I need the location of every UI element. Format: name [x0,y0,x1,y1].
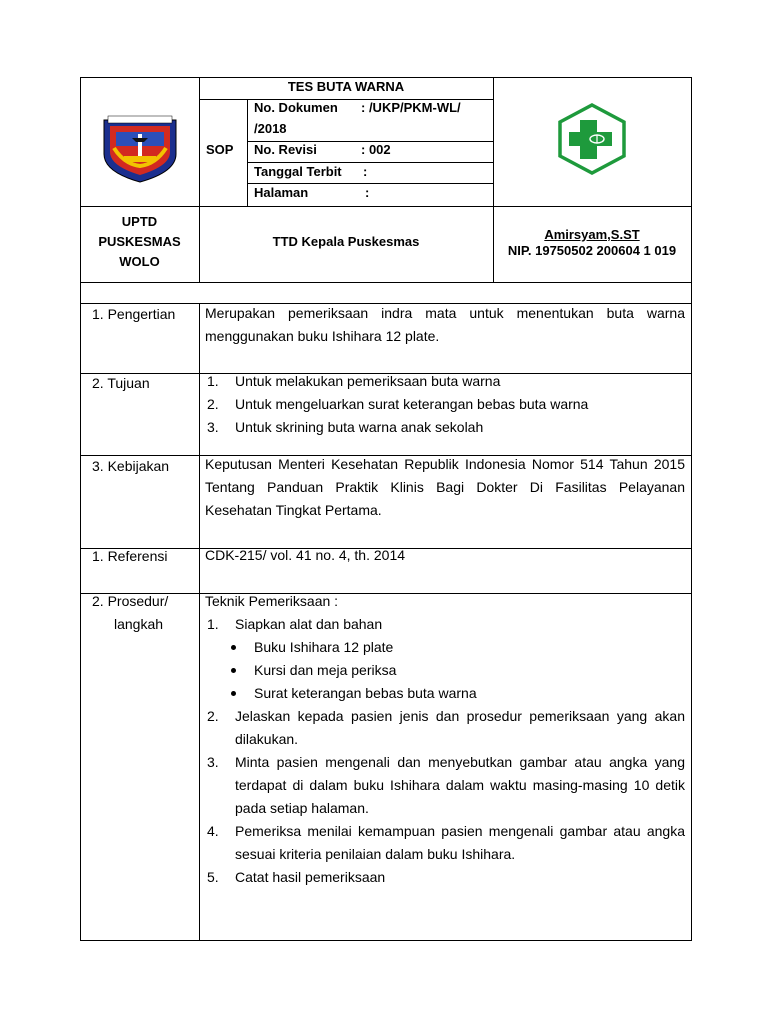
table-border [80,282,692,283]
procedure-step [207,820,685,866]
referensi-text: CDK-215/ vol. 41 no. 4, th. 2014 [205,547,406,563]
section-label-prosedur [92,590,168,636]
step-text: Minta pasien mengenali dan menyebutkan gambar atau angka yang terdapat di dalam buku Ishihara dalam waktu masing-masing 10 detik pada setiap halaman. [235,754,685,816]
doc-number-value-line2: /2018 [254,121,287,136]
procedure-step [207,751,685,820]
step-number: 1. [207,616,219,632]
signatory-name: Amirsyam,S.ST [544,227,640,242]
doc-number-value: : /UKP/PKM-WL/ [361,100,461,115]
doc-number-label: No. Dokumen [254,100,338,115]
org-line: PUSKESMAS [98,234,181,249]
step-text: Jelaskan kepada pasien jenis dan prosedur pemeriksaan yang akan dilakukan. [235,708,685,747]
list-item [207,370,685,393]
prosedur-label-line: langkah [114,616,164,632]
section-label-kebijakan: 3. Kebijakan [92,458,170,474]
list-number: 1. [207,373,219,389]
prosedur-label-line: 2. Prosedur/ [92,593,169,609]
bullet-dot [231,668,236,673]
table-border [247,183,493,184]
bullet-item [205,659,685,682]
bullet-dot [231,645,236,650]
bullet-text: Buku Ishihara 12 plate [254,639,394,655]
document-title: TES BUTA WARNA [287,79,405,94]
table-border [199,77,200,283]
list-text: Untuk melakukan pemeriksaan buta warna [235,373,501,389]
step-text: Siapkan alat dan bahan [235,616,383,632]
issue-date-label: Tanggal Terbit [254,164,342,179]
org-line: UPTD [121,214,158,229]
sop-label: SOP [206,142,234,157]
org-line: WOLO [119,254,160,269]
list-item [207,393,685,416]
left-logo [100,112,180,184]
signatory-nip: NIP. 19750502 200604 1 019 [507,243,677,258]
step-text: Catat hasil pemeriksaan [235,869,386,885]
step-text: Pemeriksa menilai kemampuan pasien mengenali gambar atau angka sesuai kriteria penilaian dalam buku Ishihara. [235,823,685,862]
step-number: 2. [207,708,219,724]
bullet-text: Surat keterangan bebas buta warna [254,685,477,701]
step-number: 3. [207,754,219,770]
section-label-referensi: 1. Referensi [92,548,168,564]
section-label-pengertian: 1. Pengertian [92,306,176,322]
kebijakan-text: Keputusan Menteri Kesehatan Republik Indonesia Nomor 514 Tahun 2015 Tentang Panduan Praktik Klinis Bagi Dokter Di Fasilitas Pelayanan Kesehatan Tingkat Pertama. [205,456,685,518]
list-text: Untuk skrining buta warna anak sekolah [235,419,484,435]
list-text: Untuk mengeluarkan surat keterangan bebas buta warna [235,396,589,412]
list-item [207,416,685,439]
prosedur-content [205,590,685,889]
procedure-step [207,705,685,751]
table-border [691,77,692,941]
org-name [80,212,199,272]
signature-label: TTD Kepala Puskesmas [272,234,420,249]
tujuan-list [207,370,685,439]
section-label-tujuan: 2. Tujuan [92,375,150,391]
page-value: : [365,185,370,200]
issue-date-value: : [363,164,368,179]
revision-label: No. Revisi [254,142,317,157]
table-border [247,162,493,163]
table-border [80,77,81,941]
pengertian-text: Merupakan pemeriksaan indra mata untuk menentukan buta warna menggunakan buku Ishihara 12 plate. [205,305,685,344]
step-number: 4. [207,823,219,839]
table-border [80,77,692,78]
table-border [199,303,200,941]
bullet-item [205,682,685,705]
procedure-step [207,613,685,636]
bullet-dot [231,691,236,696]
page-label: Halaman [254,185,309,200]
bullet-item [205,636,685,659]
revision-value: : 002 [361,142,391,157]
bullet-text: Kursi dan meja periksa [254,662,397,678]
prosedur-heading: Teknik Pemeriksaan : [205,593,339,609]
puskesmas-logo [555,102,629,176]
table-border [247,99,248,206]
list-number: 3. [207,419,219,435]
table-border [80,940,692,941]
list-number: 2. [207,396,219,412]
procedure-step [207,866,685,889]
table-border [80,206,692,207]
step-number: 5. [207,869,219,885]
